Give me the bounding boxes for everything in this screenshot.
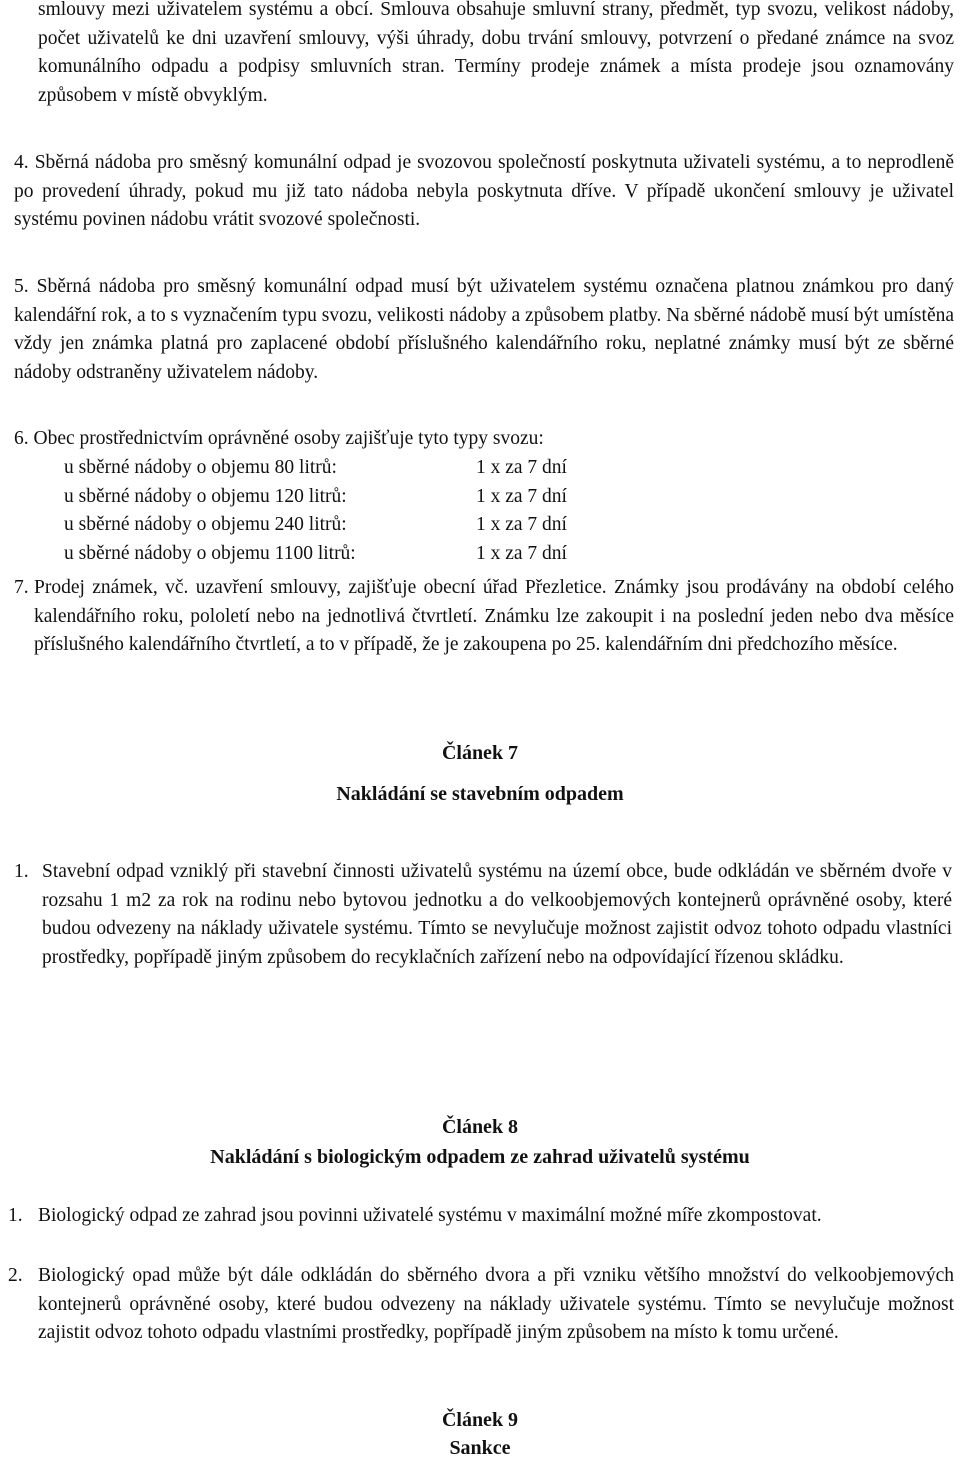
schedule-row (64, 511, 664, 540)
item-number: 5. (14, 276, 29, 297)
list-item (14, 149, 954, 235)
item-text: Stavební odpad vzniklý při stavební činnosti uživatelů systému na území obce, bude odkládán ve sběrném dvoře v rozsahu 1 m2 za rok na rodinu nebo bytovou jednotku a do velkoobjemových kontejnerů oprávněné osoby, které budou odvezeny na náklady uživatele systému. Tímto se nevylučuje možnost zajistit odvoz tohoto odpadu vlastníci prostředky, popřípadě jiným způsobem do recyklačních zařízení nebo na odpovídající řízenou skládku. (42, 861, 952, 968)
article-title: Nakládání se stavebním odpadem (336, 783, 624, 805)
collection-frequency: 1 x za 7 dní (476, 457, 567, 478)
item-number: 6. (14, 428, 29, 449)
collection-frequency: 1 x za 7 dní (476, 514, 567, 535)
item-number: 7. (14, 577, 29, 598)
item-text: Biologický opad může být dále odkládán do sběrného dvora a při vzniku většího množství do velkoobjemových kontejnerů oprávněné osoby, které budou odvezeny na náklady uživatele systému. Tímto se nevylučuje možnost zajistit odvoz tohoto odpadu vlastními prostředky, popřípadě jiným způsobem na místo k tomu určené. (38, 1265, 954, 1343)
item-number: 1. (14, 861, 29, 882)
container-volume: u sběrné nádoby o objemu 240 litrů: (64, 514, 347, 535)
collection-frequency: 1 x za 7 dní (476, 542, 567, 564)
item-number: 1. (8, 1205, 23, 1226)
article-heading: Článek 9 (441, 1409, 519, 1431)
item-text: Sběrná nádoba pro směsný komunální odpad je svozovou společností poskytnuta uživateli systému, a to neprodleně po provedení úhrady, pokud mu již tato nádoba nebyla poskytnuta dříve. V případě ukončení smlouvy je uživatel systému povinen nádobu vrátit svozové společnosti. (14, 152, 955, 230)
article-heading: Článek 7 (441, 742, 519, 764)
container-volume: u sběrné nádoby o objemu 120 litrů: (64, 485, 347, 507)
list-item (14, 273, 954, 387)
item-text: Prodej známek, vč. uzavření smlouvy, zajišťuje obecní úřad Přezletice. Známky jsou prodávány na období celého kalendářního roku, pololetí nebo na jednotlivá čtvrtletí. Známku lze zakoupit i na poslední jeden nebo dva měsíce příslušného kalendářního čtvrtletí, a to v případě, že je zakoupena po 25. kalendářním dni předchozího měsíce. (34, 577, 954, 655)
list-item (14, 425, 954, 454)
article-title: Sankce (449, 1437, 511, 1459)
item-text: Biologický odpad ze zahrad jsou povinni uživatelé systému v maximální možné míře zkompostovat. (38, 1205, 822, 1226)
container-volume: u sběrné nádoby o objemu 80 litrů: (64, 457, 337, 478)
article-heading: Článek 8 (441, 1116, 519, 1138)
article-title: Nakládání s biologickým odpadem ze zahrad uživatelů systému (210, 1146, 750, 1168)
schedule-row (64, 483, 664, 512)
schedule-row (64, 540, 664, 569)
item-number: 4. (14, 152, 29, 173)
contract-paragraph: smlouvy mezi uživatelem systému a obcí. Smlouva obsahuje smluvní strany, předmět, typ svozu, velikost nádoby, počet uživatelů ke dni uzavření smlouvy, výši úhrady, dobu trvání smlouvy, potvrzení o předané známce na svoz komunálního odpadu a podpisy smluvních stran. Termíny prodeje známek a místa prodeje jsou oznamovány způsobem v místě obvyklým. (38, 0, 954, 106)
collection-frequency: 1 x za 7 dní (476, 485, 567, 507)
schedule-row (64, 454, 664, 483)
item-number: 2. (8, 1265, 23, 1286)
item-text: Obec prostřednictvím oprávněné osoby zajišťuje tyto typy svozu: (33, 428, 544, 449)
item-text: Sběrná nádoba pro směsný komunální odpad musí být uživatelem systému označena platnou známkou pro daný kalendářní rok, a to s vyznačením typu svozu, velikosti nádoby a způsobem platby. Na sběrné nádobě musí být umístěna vždy jen známka platná pro zaplacené období příslušného kalendářního roku, neplatné známky musí být ze sběrné nádoby odstraněny uživatelem nádoby. (14, 276, 954, 383)
collection-schedule (64, 454, 664, 568)
container-volume: u sběrné nádoby o objemu 1100 litrů: (64, 542, 356, 564)
